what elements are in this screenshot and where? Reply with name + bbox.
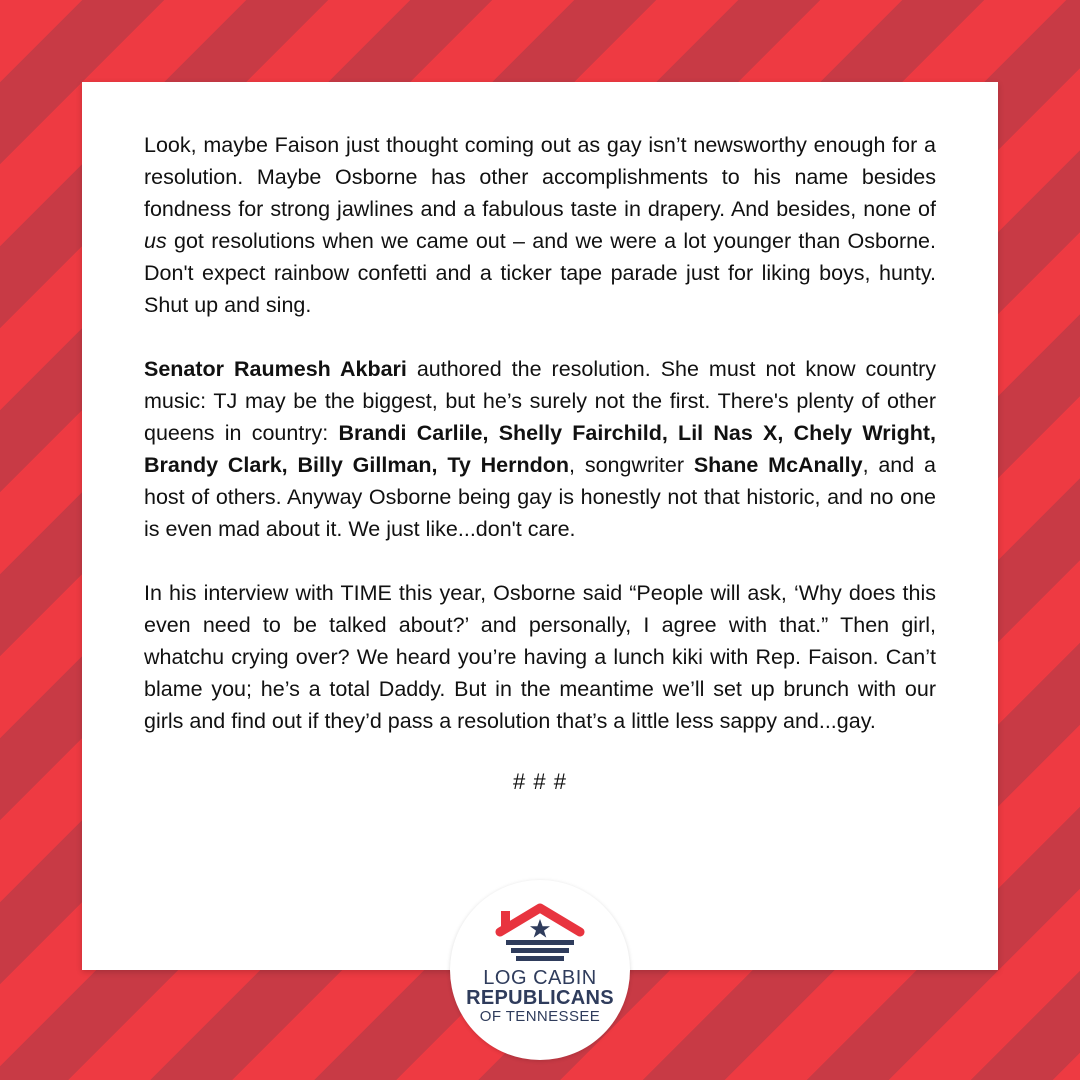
text-run: authored the resolution. She must not know country music: TJ may be the biggest, but he’s surely not the first. There's plenty of other queens in country: — [144, 357, 936, 445]
bold-text: Senator Raumesh Akbari — [144, 357, 407, 381]
paragraph — [144, 129, 936, 321]
organization-logo — [450, 880, 630, 1060]
text-run: got resolutions when we came out – and we were a lot younger than Osborne. Don't expect rainbow confetti and a ticker tape parade just for liking boys, hunty. Shut up and sing. — [144, 229, 936, 317]
paragraph — [144, 577, 936, 737]
text-run: , and a host of others. Anyway Osborne being gay is honestly not that historic, and no one is even mad about it. We just like...don't care. — [144, 453, 936, 541]
logo-text-line3: OF TENNESSEE — [479, 1008, 601, 1025]
article-body — [144, 129, 936, 795]
paragraph — [144, 353, 936, 545]
bold-text: Shane McAnally — [693, 453, 863, 477]
end-mark: # # # — [513, 769, 567, 794]
press-release-card — [82, 82, 998, 970]
house-star-icon — [450, 880, 630, 970]
bold-text: Brandi Carlile, Shelly Fairchild, Lil Nas X, Chely Wright, Brandy Clark, Billy Gillman, Ty Herndon — [144, 421, 936, 477]
text-run: , songwriter — [569, 453, 694, 477]
text-run: Look, maybe Faison just thought coming out as gay isn’t newsworthy enough for a resolution. Maybe Osborne has other accomplishments to his name besides fondness for strong jawlines and a fabulous taste in drapery. And besides, none of — [144, 133, 936, 221]
logo-text-line2: REPUBLICANS — [466, 987, 614, 1009]
text-run: In his interview with TIME this year, Osborne said “People will ask, ‘Why does this even need to be talked about?’ and personally, I agree with that.” Then girl, whatchu crying over? We heard you’re having a lunch kiki with Rep. Faison. Can’t blame you; he’s a total Daddy. But in the meantime we’ll set up brunch with our girls and find out if they’d pass a resolution that’s a little less sappy and...gay. — [144, 581, 936, 733]
italic-text: us — [144, 229, 167, 253]
logo-text-line1: LOG CABIN — [483, 967, 597, 989]
